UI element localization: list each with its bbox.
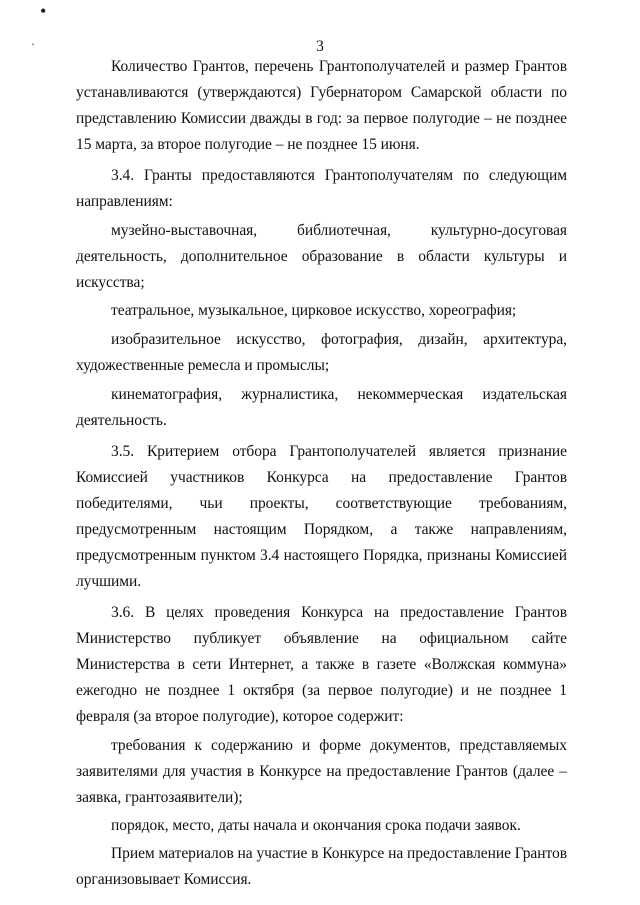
scan-mark-dot: • [40,1,47,21]
paragraph-3-6: 3.6. В целях проведения Конкурса на предоставление Грантов Министерство публикует объявление на официальном сайте Министерства в сети Интернет, а также в газете «Волжская коммуна» ежегодно не позднее 1 октября (за первое полугодие) и не позднее 1 февраля (за второе полугодие), которое содержит: [76,604,567,725]
paragraph-grant-quantity: Количество Грантов, перечень Грантополучателей и размер Грантов устанавливаются (утверждаются) Губернатором Самарской области по представлению Комиссии дважды в год: за первое полугодие – не позднее 15 марта, за второе полугодие – не позднее 15 июня. [76,58,567,153]
page-number: 3 [316,38,324,55]
paragraph-cinema: кинематография, журналистика, некоммерческая издательская деятельность. [76,386,567,429]
paragraph-3-5: 3.5. Критерием отбора Грантополучателей является признание Комиссией участников Конкурса на предоставление Грантов победителями, чьи проекты, соответствующие требованиям, предусмотренным настоящим Порядком, а также направлениям, предусмотренным пунктом 3.4 настоящего Порядка, признаны Комиссией лучшими. [76,443,567,590]
paragraph-theatre: театральное, музыкальное, цирковое искусство, хореография; [111,302,517,319]
paragraph-requirements: требования к содержанию и форме документов, представляемых заявителями для участия в Конкурсе на предоставление Грантов (далее – заявка, грантозаявители); [76,737,567,806]
paragraph-fine-arts: изобразительное искусство, фотография, дизайн, архитектура, художественные ремесла и промыслы; [76,331,567,374]
paragraph-reception: Прием материалов на участие в Конкурсе на предоставление Грантов организовывает Комиссия. [76,845,567,888]
scan-mark-dot-small: · [31,37,35,51]
paragraph-museum: музейно-выставочная, библиотечная, культурно-досуговая деятельность, дополнительное образование в области культуры и искусства; [76,222,567,291]
document-body [76,54,567,893]
paragraph-3-4: 3.4. Гранты предоставляются Грантополучателям по следующим направлениям: [76,167,567,210]
paragraph-order: порядок, место, даты начала и окончания срока подачи заявок. [111,817,521,834]
